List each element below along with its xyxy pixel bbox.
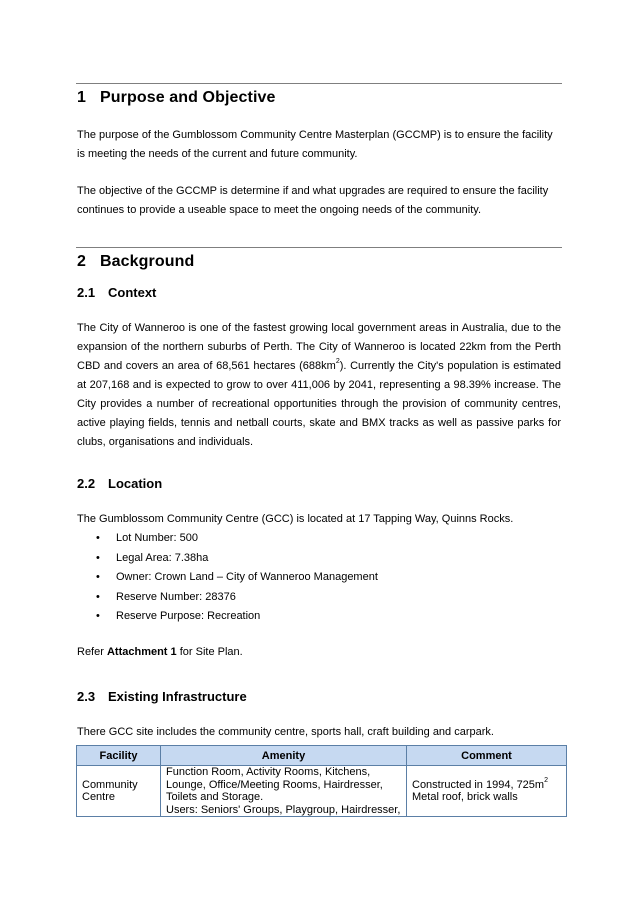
infrastructure-table bbox=[76, 745, 567, 817]
list-item: • Lot Number: 500 bbox=[77, 529, 378, 549]
list-item: • Owner: Crown Land – City of Wanneroo Management bbox=[77, 568, 378, 588]
refer-text-suffix: for Site Plan. bbox=[176, 646, 243, 658]
table-header-row bbox=[77, 746, 567, 766]
purpose-paragraph: The purpose of the Gumblossom Community Centre Masterplan (GCCMP) is to ensure the facility is meeting the needs of the current and future community. bbox=[77, 129, 553, 160]
objective-paragraph: The objective of the GCCMP is determine if and what upgrades are required to ensure the facility continues to provide a useable space to meet the ongoing needs of the community. bbox=[77, 185, 549, 216]
subsection-title: Location bbox=[108, 476, 163, 491]
subsection-heading-location bbox=[77, 476, 162, 491]
subsection-number: 2.2 bbox=[77, 476, 96, 491]
subsection-title: Context bbox=[108, 285, 157, 300]
column-header-comment: Comment bbox=[407, 746, 567, 766]
superscript: 2 bbox=[335, 358, 340, 366]
location-details-list bbox=[77, 529, 378, 627]
context-text-continued: ). Currently the City's population is estimated at 207,168 and is expected to grow to over 411,006 by 2041, representing a 98.39% increase. The City provides a number of recreational opportunities through the provision of community centres, active playing fields, tennis and netball courts, skate and BMX tracks as well as passive parks for clubs, organisations and individuals. bbox=[77, 360, 561, 448]
comment-line bbox=[412, 776, 561, 792]
refer-text: Refer bbox=[77, 646, 107, 658]
section-divider bbox=[76, 83, 562, 84]
context-text: The City of Wanneroo is one of the fastest growing local government areas in Australia, due to the expansion of the northern suburbs of Perth. The City of Wanneroo is located 22km from the Perth CBD and covers an area of 68,561 hectares (688km bbox=[77, 322, 561, 372]
location-intro: The Gumblossom Community Centre (GCC) is located at 17 Tapping Way, Quinns Rocks. bbox=[77, 513, 514, 525]
section-number: 1 bbox=[77, 89, 86, 106]
table-row bbox=[77, 766, 567, 817]
context-paragraph bbox=[77, 319, 561, 452]
infrastructure-intro: There GCC site includes the community centre, sports hall, craft building and carpark. bbox=[77, 726, 494, 738]
facility-cell: Community Centre bbox=[77, 766, 161, 817]
section-divider bbox=[76, 247, 562, 248]
list-item: • Reserve Purpose: Recreation bbox=[77, 607, 378, 627]
section-number: 2 bbox=[77, 253, 86, 270]
comment-cell bbox=[407, 766, 567, 817]
amenity-line: Users: Seniors' Groups, Playgroup, Hairdresser, bbox=[166, 803, 401, 816]
section-heading-purpose bbox=[77, 89, 275, 107]
superscript: 2 bbox=[544, 776, 548, 784]
column-header-facility: Facility bbox=[77, 746, 161, 766]
site-plan-reference bbox=[77, 643, 561, 662]
amenity-line: Toilets and Storage. bbox=[166, 791, 264, 803]
amenity-cell bbox=[161, 766, 407, 817]
attachment-reference: Attachment 1 bbox=[106, 646, 177, 658]
amenity-line: Function Room, Activity Rooms, Kitchens, bbox=[166, 766, 371, 778]
list-item: • Legal Area: 7.38ha bbox=[77, 549, 378, 569]
amenity-line: Lounge, Office/Meeting Rooms, Hairdresser, bbox=[166, 778, 383, 791]
section-title: Purpose and Objective bbox=[100, 89, 276, 106]
section-heading-background bbox=[77, 253, 194, 271]
section-title: Background bbox=[100, 253, 195, 270]
column-header-amenity: Amenity bbox=[161, 746, 407, 766]
subsection-heading-infrastructure bbox=[77, 689, 247, 704]
subsection-title: Existing Infrastructure bbox=[108, 689, 247, 704]
subsection-number: 2.3 bbox=[77, 689, 96, 704]
comment-text: Constructed in 1994, 725m bbox=[412, 778, 545, 791]
subsection-number: 2.1 bbox=[77, 285, 96, 300]
list-item: • Reserve Number: 28376 bbox=[77, 588, 378, 608]
comment-line: Metal roof, brick walls bbox=[412, 791, 518, 803]
subsection-heading-context bbox=[77, 285, 156, 300]
